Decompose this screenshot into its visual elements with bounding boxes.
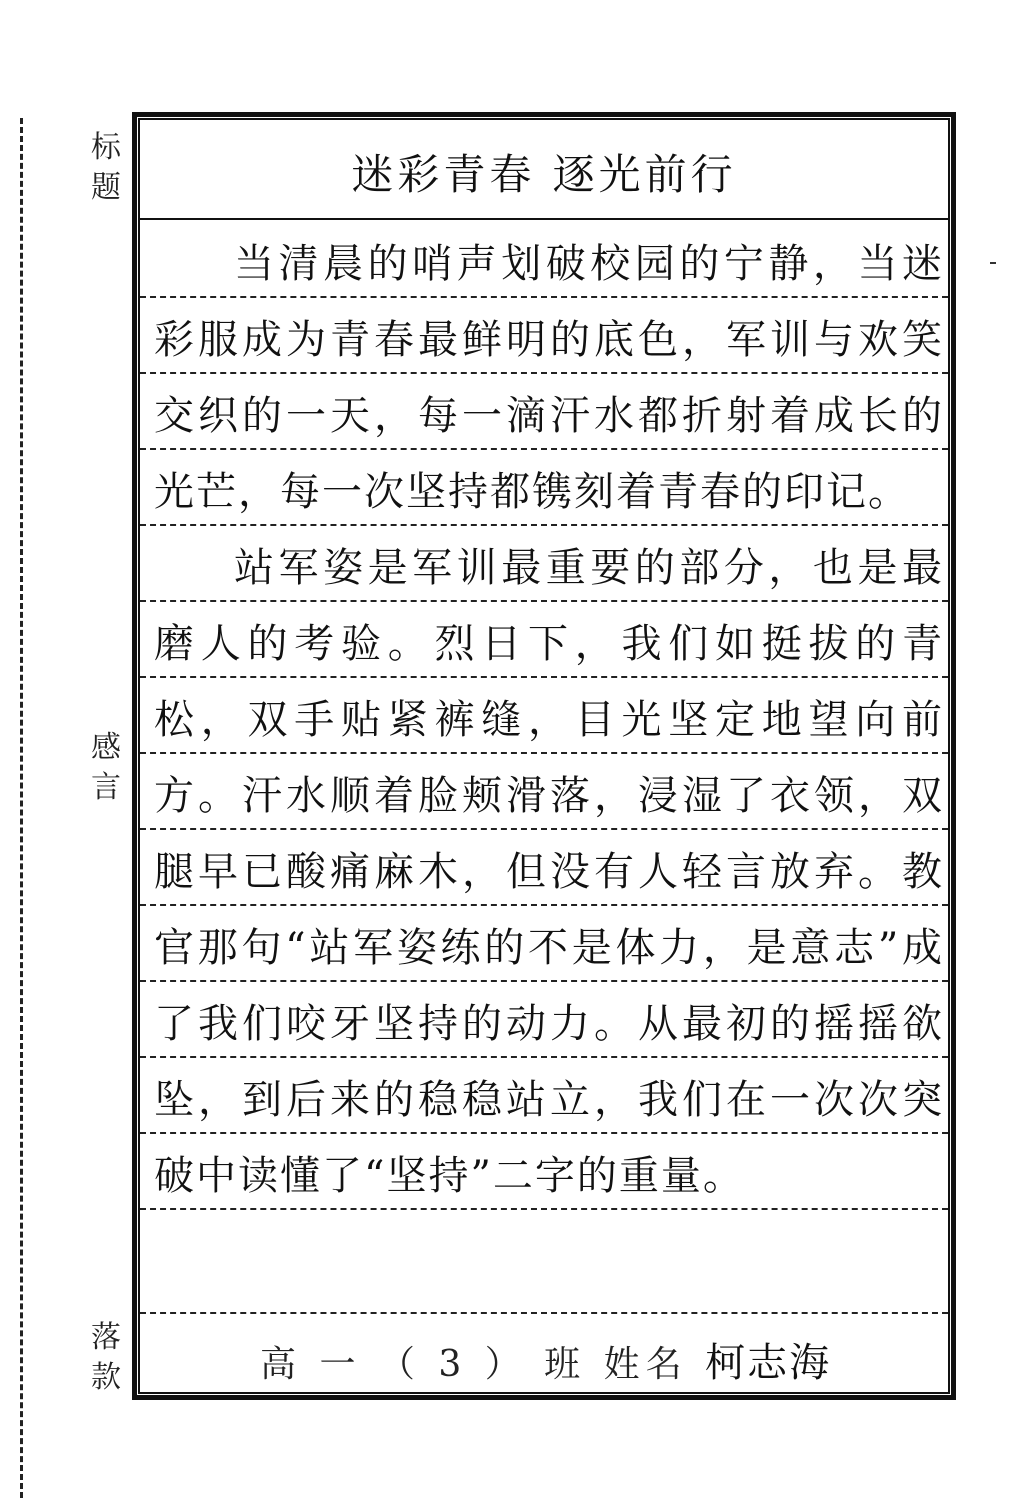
body-label-char-2: 言 — [91, 770, 121, 805]
title-area — [140, 120, 948, 220]
title-side-label — [82, 128, 130, 208]
signature-line — [260, 1331, 831, 1388]
title-label-char-1: 标 — [91, 130, 121, 165]
grade-label: 高 一 — [260, 1344, 362, 1385]
body-label-char-1: 感 — [91, 730, 121, 765]
signature-side-label — [82, 1318, 130, 1398]
body-area — [140, 220, 948, 1315]
class-number: （ 3 ） — [378, 1344, 527, 1385]
signature-area — [140, 1315, 948, 1392]
paragraph-1: 当清晨的哨声划破校园的宁静，当迷彩服成为青春最鲜明的底色，军训与欢笑交织的一天，每一滴汗水都折射着成长的光芒，每一次坚持都镌刻着青春的印记。 — [154, 241, 944, 515]
student-name: 柯志海 — [705, 1340, 832, 1386]
signature-label-char-1: 落 — [91, 1320, 121, 1355]
stray-pen-mark — [990, 262, 996, 264]
essay-title: 迷彩青春 逐光前行 — [351, 150, 737, 199]
paragraph-2: 站军姿是军训最重要的部分，也是最磨人的考验。烈日下，我们如挺拔的青松，双手贴紧裤缝，目光坚定地望向前方。汗水顺着脸颊滑落，浸湿了衣领，双腿早已酸痛麻木，但没有人轻言放弃。教官那句“站军姿练的不是体力，是意志”成了我们咬牙坚持的动力。从最初的摇摇欲坠，到后来的稳稳站立，我们在一次次突破中读懂了“坚持”二字的重量。 — [154, 545, 944, 1199]
name-label: 姓名 — [603, 1344, 688, 1385]
class-label: 班 — [544, 1344, 587, 1385]
body-side-label — [82, 728, 130, 808]
binding-dashed-line — [20, 118, 23, 1498]
signature-label-char-2: 款 — [91, 1360, 121, 1395]
title-label-char-2: 题 — [91, 170, 121, 205]
composition-sheet — [82, 108, 962, 1406]
ruled-line — [140, 1312, 948, 1314]
